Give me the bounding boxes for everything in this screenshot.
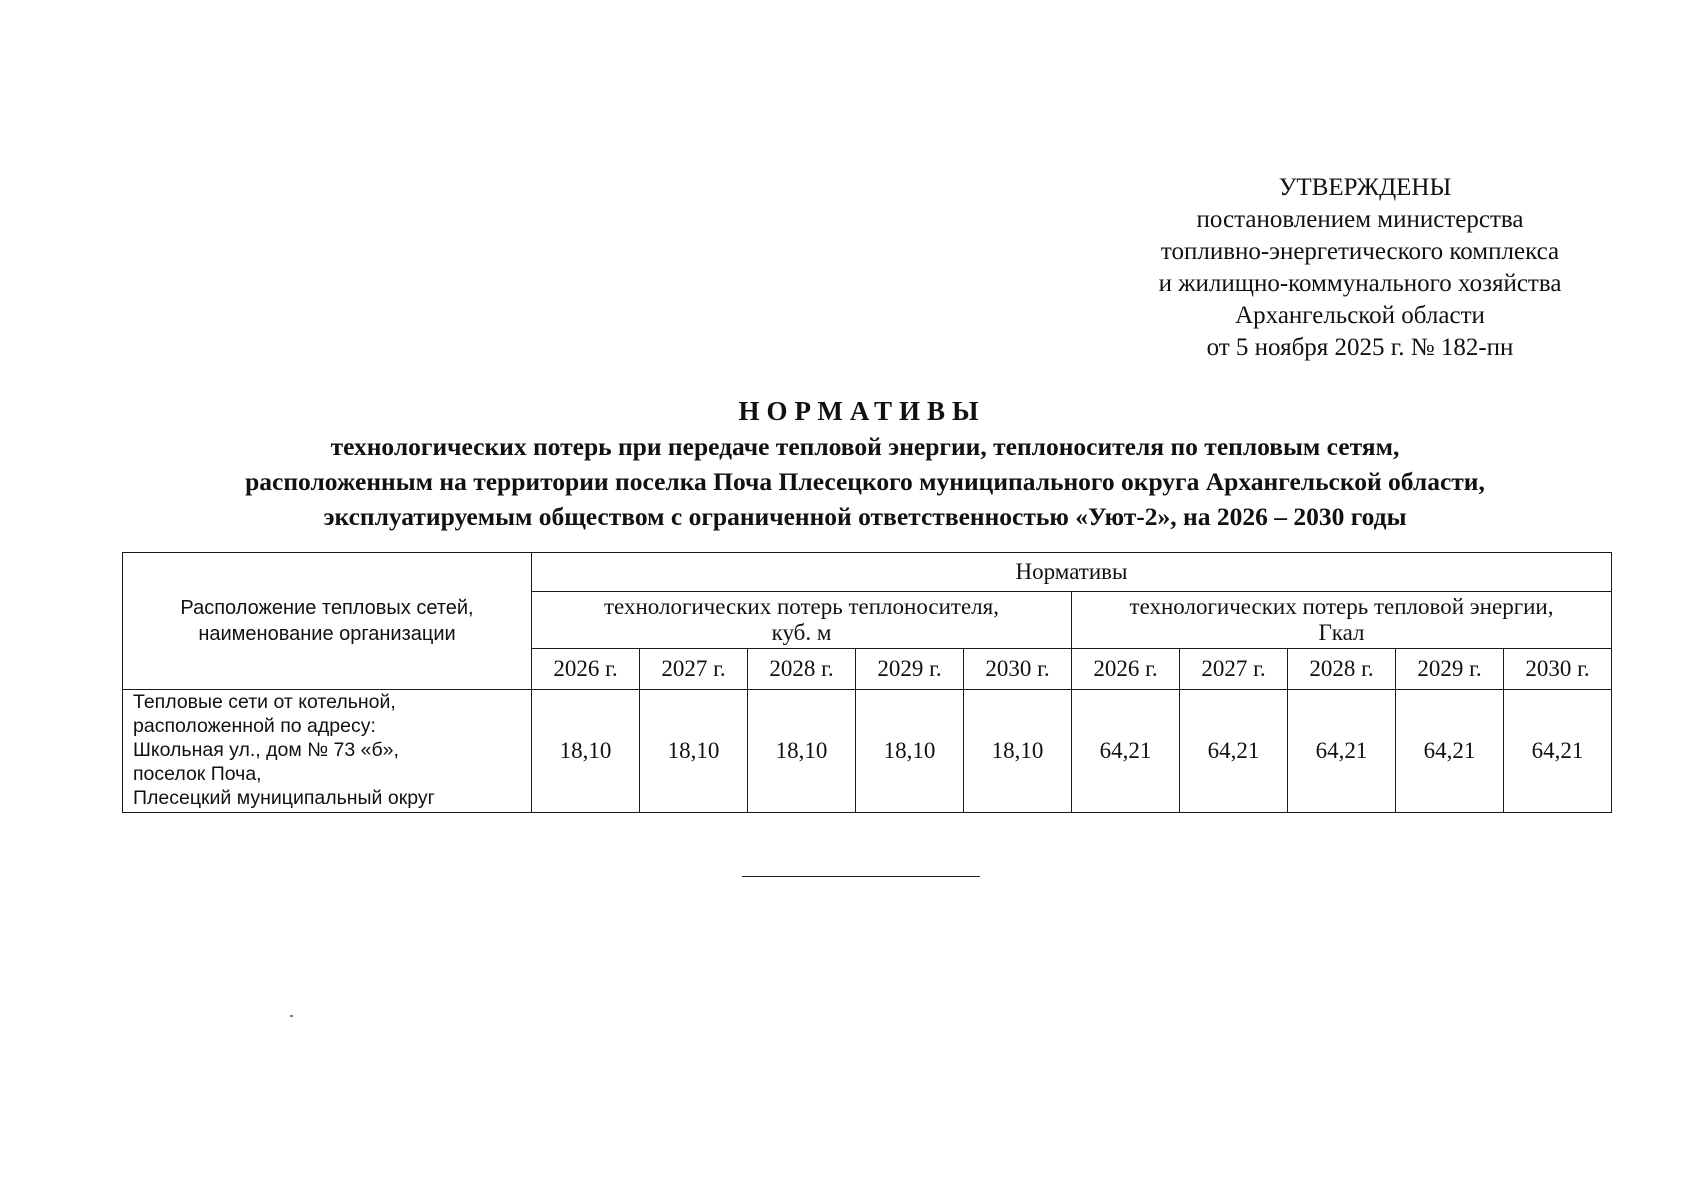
coolant-value-cell: 18,10: [748, 690, 856, 813]
coolant-value-cell: 18,10: [640, 690, 748, 813]
year-header: 2028 г.: [1288, 649, 1396, 690]
approval-block: [1115, 172, 1605, 364]
year-header: 2029 г.: [1396, 649, 1504, 690]
heat-value-cell: 64,21: [1072, 690, 1180, 813]
year-header: 2029 г.: [856, 649, 964, 690]
location-header-line: наименование организации: [198, 623, 456, 645]
title-line: расположенным на территории поселка Почa Плесецкого муниципального округа Архангельской области,: [245, 467, 1485, 496]
coolant-value-cell: 18,10: [532, 690, 640, 813]
document-title: [120, 393, 1610, 534]
location-header-cell: [123, 553, 532, 690]
heat-value-cell: 64,21: [1180, 690, 1288, 813]
year-header: 2027 г.: [1180, 649, 1288, 690]
coolant-group-unit: куб. м: [771, 620, 832, 645]
heat-group-line: технологических потерь тепловой энергии,: [1129, 594, 1554, 619]
norms-header-cell: Нормативы: [532, 553, 1612, 592]
title-main: НОРМАТИВЫ: [738, 396, 986, 426]
heat-group-header: [1072, 592, 1612, 649]
approval-date-line: от 5 ноября 2025 г. № 182-пн: [1206, 334, 1514, 361]
closing-divider: [742, 876, 980, 877]
norms-table: [122, 552, 1612, 813]
approval-heading: УТВЕРЖДЕНЫ: [1278, 174, 1452, 201]
title-line: технологических потерь при передаче тепловой энергии, теплоносителя по тепловым сетям,: [330, 432, 1400, 461]
approval-line: и жилищно-коммунального хозяйства: [1158, 270, 1562, 297]
location-line: поселок Почa,: [133, 763, 262, 785]
year-header: 2028 г.: [748, 649, 856, 690]
header-row-norms: [123, 553, 1612, 592]
location-cell: [123, 690, 532, 813]
year-header: 2027 г.: [640, 649, 748, 690]
location-line: Плесецкий муниципальный округ: [133, 787, 435, 809]
year-header: 2026 г.: [1072, 649, 1180, 690]
year-header: 2026 г.: [532, 649, 640, 690]
location-line: Школьная ул., дом № 73 «б»,: [133, 739, 399, 761]
coolant-group-line: технологических потерь теплоносителя,: [604, 594, 999, 619]
approval-line: топливно-энергетического комплекса: [1160, 238, 1560, 265]
year-header: 2030 г.: [964, 649, 1072, 690]
location-line: расположенной по адресу:: [133, 715, 376, 737]
heat-value-cell: 64,21: [1288, 690, 1396, 813]
location-line: Тепловые сети от котельной,: [133, 691, 396, 713]
location-header-line: Расположение тепловых сетей,: [180, 597, 474, 619]
heat-value-cell: 64,21: [1396, 690, 1504, 813]
coolant-value-cell: 18,10: [964, 690, 1072, 813]
heat-value-cell: 64,21: [1504, 690, 1612, 813]
approval-line: постановлением министерства: [1196, 206, 1524, 233]
approval-line: Архангельской области: [1235, 302, 1485, 329]
year-header: 2030 г.: [1504, 649, 1612, 690]
coolant-value-cell: 18,10: [856, 690, 964, 813]
title-line: эксплуатируемым обществом с ограниченной ответственностью «Уют-2», на 2026 – 2030 годы: [323, 502, 1407, 531]
coolant-group-header: [532, 592, 1072, 649]
heat-group-unit: Гкал: [1318, 620, 1365, 645]
scan-speck: [290, 1015, 293, 1017]
table-row: [123, 690, 1612, 813]
